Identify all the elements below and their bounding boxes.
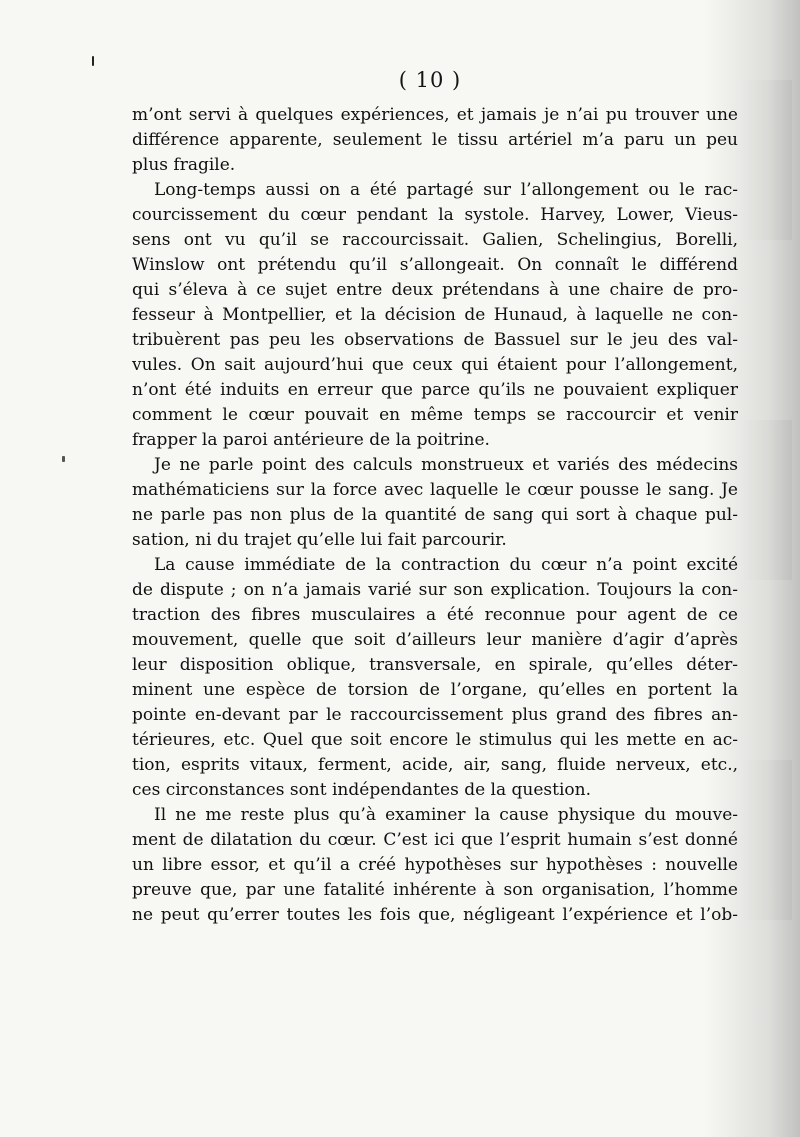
text-line: plus fragile. — [132, 155, 236, 175]
text-line: n’ont été induits en erreur que parce qu’ils ne pouvaient expliquer — [132, 380, 738, 400]
text-line: tion, esprits vitaux, ferment, acide, air, sang, fluide nerveux, etc., — [132, 755, 738, 775]
body-text — [132, 103, 738, 928]
text-line: sens ont vu qu’il se raccourcissait. Galien, Schelingius, Borelli, — [132, 230, 738, 250]
text-line: m’ont servi à quelques expériences, et jamais je n’ai pu trouver une — [132, 105, 738, 125]
text-line: fesseur à Montpellier, et la décision de Hunaud, à laquelle ne con- — [132, 305, 738, 325]
text-line: Il ne me reste plus qu’à examiner la cause physique du mouve- — [154, 805, 738, 825]
text-line: ces circonstances sont indépendantes de la question. — [132, 780, 591, 800]
text-line: ne peut qu’errer toutes les fois que, négligeant l’expérience et l’ob- — [132, 905, 738, 925]
text-line: térieures, etc. Quel que soit encore le stimulus qui les mette en ac- — [132, 730, 738, 750]
text-line: pointe en-devant par le raccourcissement plus grand des fibres an- — [132, 705, 738, 725]
text-line: sation, ni du trajet qu’elle lui fait parcourir. — [132, 530, 507, 550]
page-number: ( 10 ) — [398, 68, 462, 92]
text-line: leur disposition oblique, transversale, en spirale, qu’elles déter- — [132, 655, 738, 675]
text-line: ment de dilatation du cœur. C’est ici que l’esprit humain s’est donné — [132, 830, 738, 850]
text-line: mouvement, quelle que soit d’ailleurs leur manière d’agir d’après — [132, 630, 738, 650]
text-line: Long-temps aussi on a été partagé sur l’allongement ou le rac- — [154, 180, 738, 200]
edge-speck — [62, 456, 65, 462]
text-line: de dispute ; on n’a jamais varié sur son explication. Toujours la con- — [132, 580, 738, 600]
text-line: ne parle pas non plus de la quantité de sang qui sort à chaque pul- — [132, 505, 738, 525]
text-line: traction des fibres musculaires a été reconnue pour agent de ce — [132, 605, 738, 625]
text-line: différence apparente, seulement le tissu artériel m’a paru un peu — [132, 130, 738, 150]
text-line: comment le cœur pouvait en même temps se raccourcir et venir — [132, 405, 738, 425]
text-line: preuve que, par une fatalité inhérente à son organisation, l’homme — [132, 880, 738, 900]
text-line: Je ne parle point des calculs monstrueux et variés des médecins — [154, 455, 738, 475]
text-line: vules. On sait aujourd’hui que ceux qui étaient pour l’allongement, — [132, 355, 738, 375]
text-line: tribuèrent pas peu les observations de Bassuel sur le jeu des val- — [132, 330, 738, 350]
show-through-shadow — [740, 420, 792, 580]
show-through-shadow — [740, 760, 792, 920]
show-through-shadow — [740, 80, 792, 240]
text-line: frapper la paroi antérieure de la poitrine. — [132, 430, 490, 450]
text-line: mathématiciens sur la force avec laquelle le cœur pousse le sang. Je — [132, 480, 738, 500]
text-line: Winslow ont prétendu qu’il s’allongeait. On connaît le différend — [132, 255, 738, 275]
text-line: La cause immédiate de la contraction du cœur n’a point excité — [154, 555, 738, 575]
text-line: minent une espèce de torsion de l’organe, qu’elles en portent la — [132, 680, 738, 700]
text-line: qui s’éleva à ce sujet entre deux prétendans à une chaire de pro- — [132, 280, 738, 300]
edge-speck — [92, 56, 94, 66]
text-line: courcissement du cœur pendant la systole. Harvey, Lower, Vieus- — [132, 205, 738, 225]
text-line: un libre essor, et qu’il a créé hypothèses sur hypothèses : nouvelle — [132, 855, 738, 875]
